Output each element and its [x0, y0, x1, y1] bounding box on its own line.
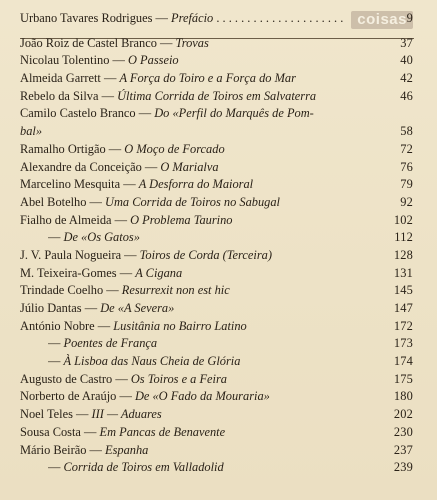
entry-page-number: 76: [400, 159, 413, 174]
entry-title: A Desforra do Maioral: [138, 177, 254, 192]
toc-entry: [0, 176, 437, 194]
entry-separator-dash: —: [109, 53, 129, 68]
toc-entry-text: [20, 212, 391, 230]
entry-page-number: 239: [393, 460, 413, 475]
entry-author: Ramalho Ortigão: [20, 141, 106, 156]
toc-entry: [0, 70, 437, 88]
toc-entry-text: [20, 300, 391, 318]
entry-page-number: 147: [393, 301, 413, 315]
entry-author: J. V. Paula Nogueira: [20, 247, 122, 262]
toc-entry: [0, 229, 437, 247]
entry-title: Uma Corrida de Toiros no Sabugal: [105, 194, 281, 209]
entry-page-number: 72: [400, 141, 413, 156]
entry-author: Rebelo da Silva: [20, 88, 99, 103]
toc-entry: [0, 459, 437, 477]
entry-author: João Roiz de Castel Branco: [20, 35, 157, 50]
entry-page-number: 237: [393, 442, 413, 457]
entry-author: Nicolau Tolentino: [20, 53, 110, 68]
entry-title: Do «Perfil do Marquês de Pom-: [154, 106, 314, 121]
toc-entry: [0, 247, 437, 265]
entry-page-number: 128: [393, 247, 413, 262]
entry-page-number: 230: [393, 424, 413, 439]
toc-entry: [0, 194, 437, 212]
entry-page-number: 174: [393, 354, 413, 369]
entry-page-number: 202: [393, 407, 413, 422]
entry-separator-dash: —: [72, 407, 92, 422]
entry-title: Última Corrida de Toiros em Salvaterra: [117, 88, 317, 103]
toc-entry: [0, 371, 437, 389]
entry-separator-dash: —: [141, 159, 161, 174]
toc-entry-text: [20, 10, 391, 28]
entry-page-number: 79: [400, 177, 413, 192]
entry-separator-dash: —: [103, 283, 122, 298]
entry-page-number: 145: [393, 283, 413, 298]
entry-title: O Marialva: [160, 159, 219, 174]
entry-separator-dash: —: [120, 177, 139, 192]
entry-separator-dash: —: [156, 35, 176, 50]
entry-separator-dash: —: [135, 106, 155, 121]
toc-entry: [0, 159, 437, 177]
entry-author: Trindade Coelho: [20, 283, 104, 298]
entry-page-number: 175: [393, 371, 413, 386]
toc-entry: [0, 318, 437, 336]
entry-separator-dash: —: [86, 194, 106, 209]
toc-entry: [0, 265, 437, 283]
entry-author: Marcelino Mesquita: [20, 177, 121, 192]
toc-entry-text: [20, 442, 391, 460]
toc-entry-text: [20, 194, 391, 212]
toc-entry: [0, 353, 437, 371]
entry-page-number: 9: [406, 11, 413, 25]
entry-page-number: 92: [400, 194, 413, 209]
entry-title: A Força do Toiro e a Força do Mar: [119, 71, 296, 86]
table-of-contents: [0, 10, 437, 477]
entry-page-number: 131: [393, 265, 413, 280]
entry-title: O Problema Taurino: [130, 212, 233, 227]
entry-separator-dash: —: [152, 11, 172, 25]
toc-entry-text: [20, 159, 391, 177]
entry-separator-dash: —: [48, 354, 64, 369]
watermark-logo: coisas: [351, 11, 413, 29]
toc-entry-text: [20, 141, 391, 159]
toc-entry: [0, 123, 437, 141]
entry-page-number: 172: [393, 318, 413, 333]
entry-title: Resurrexit non est hic: [121, 283, 230, 298]
entry-page-number: 46: [400, 88, 413, 103]
entry-author: Sousa Costa: [20, 424, 81, 439]
entry-separator-dash: —: [81, 301, 101, 315]
entry-title: De «O Fado da Mouraria»: [134, 389, 270, 404]
toc-entry-text: [20, 318, 391, 336]
entry-separator-dash: —: [100, 71, 120, 86]
entry-separator-dash: —: [116, 389, 135, 404]
entry-separator-dash: —: [48, 230, 64, 245]
entry-separator-dash: —: [121, 247, 140, 262]
toc-entry-text: [20, 371, 391, 389]
toc-entry-text: [20, 35, 391, 53]
entry-page-number: 58: [400, 124, 413, 139]
entry-author: Almeida Garrett: [20, 71, 101, 86]
entry-title: Trovas: [175, 35, 209, 50]
toc-entry-text: [20, 123, 391, 141]
entry-author: Mário Beirão: [20, 442, 87, 457]
entry-title: Corrida de Toiros em Valladolid: [63, 460, 224, 475]
toc-entry-text: [48, 335, 391, 353]
entry-separator-dash: —: [116, 265, 136, 280]
toc-entry-text: [20, 424, 391, 442]
toc-entry-text: [48, 459, 391, 477]
toc-entry: [0, 212, 437, 230]
entry-page-number: 37: [400, 35, 413, 50]
entry-separator-dash: —: [86, 442, 105, 457]
toc-entry: [0, 335, 437, 353]
toc-entry-text: [48, 229, 391, 247]
toc-entry-text: [20, 105, 391, 123]
entry-title: À Lisboa das Naus Cheia de Glória: [63, 354, 241, 369]
entry-author: M. Teixeira-Gomes: [20, 265, 117, 280]
entry-page-number: 40: [400, 53, 413, 68]
entry-separator-dash: —: [105, 141, 125, 156]
entry-author: Alexandre da Conceição: [20, 159, 142, 174]
entry-title: O Passeio: [128, 53, 179, 68]
entry-author: António Nobre: [20, 318, 95, 333]
entry-page-number: 102: [393, 212, 413, 227]
entry-title: Prefácio: [171, 11, 214, 25]
entry-page-number: 112: [394, 230, 413, 245]
toc-entry-text: [20, 406, 391, 424]
toc-entry: [0, 105, 437, 123]
toc-entry-text: [20, 88, 391, 106]
entry-title: A Cigana: [135, 265, 183, 280]
toc-entry-text: [20, 265, 391, 283]
toc-entry-text: [20, 70, 391, 88]
toc-entry: [0, 424, 437, 442]
toc-entry: [0, 388, 437, 406]
entry-title: III — Aduares: [91, 407, 162, 422]
toc-entry: [0, 141, 437, 159]
entry-author: Urbano Tavares Rodrigues: [20, 11, 153, 25]
entry-author: Abel Botelho: [20, 194, 87, 209]
entry-title: Poentes de França: [63, 336, 158, 351]
entry-separator-dash: —: [48, 336, 64, 351]
entry-author: Júlio Dantas: [20, 301, 82, 315]
toc-entry: [0, 10, 437, 28]
toc-entry-text: [20, 247, 391, 265]
entry-title: Os Toiros e a Feira: [130, 371, 227, 386]
entry-title: Toiros de Corda (Terceira): [139, 247, 272, 262]
toc-entry: [0, 52, 437, 70]
entry-title: O Moço de Forcado: [124, 141, 225, 156]
entry-author: Fialho de Almeida: [20, 212, 112, 227]
entry-title: Lusitânia no Bairro Latino: [113, 318, 247, 333]
entry-separator-dash: —: [80, 424, 100, 439]
toc-entry: [0, 35, 437, 53]
entry-author: Norberto de Araújo: [20, 389, 117, 404]
entry-title: De «A Severa»: [100, 301, 175, 315]
toc-entry: [0, 88, 437, 106]
entry-separator-dash: —: [94, 318, 114, 333]
entry-separator-dash: —: [112, 371, 131, 386]
entry-title: bal»: [20, 124, 43, 139]
toc-entry-text: [20, 176, 391, 194]
toc-entry: [0, 300, 437, 318]
toc-entry-text: [48, 353, 391, 371]
toc-entry-text: [20, 388, 391, 406]
dot-leader: . . . . . . . . . . . . . . . . . . . . .: [213, 11, 344, 25]
entry-separator-dash: —: [111, 212, 131, 227]
toc-entry: [0, 442, 437, 460]
entry-page-number: 173: [393, 336, 413, 351]
toc-entry: [0, 282, 437, 300]
entry-author: Noel Teles: [20, 407, 73, 422]
entry-separator-dash: —: [48, 460, 64, 475]
toc-entry-text: [20, 282, 391, 300]
entry-title: Em Pancas de Benavente: [99, 424, 226, 439]
toc-entry: [0, 406, 437, 424]
entry-page-number: 42: [400, 71, 413, 86]
entry-author: Augusto de Castro: [20, 371, 113, 386]
entry-title: Espanha: [105, 442, 149, 457]
entry-page-number: 180: [393, 389, 413, 404]
entry-separator-dash: —: [98, 88, 118, 103]
toc-entry-text: [20, 52, 391, 70]
entry-title: De «Os Gatos»: [63, 230, 140, 245]
entry-author: Camilo Castelo Branco: [20, 106, 136, 121]
